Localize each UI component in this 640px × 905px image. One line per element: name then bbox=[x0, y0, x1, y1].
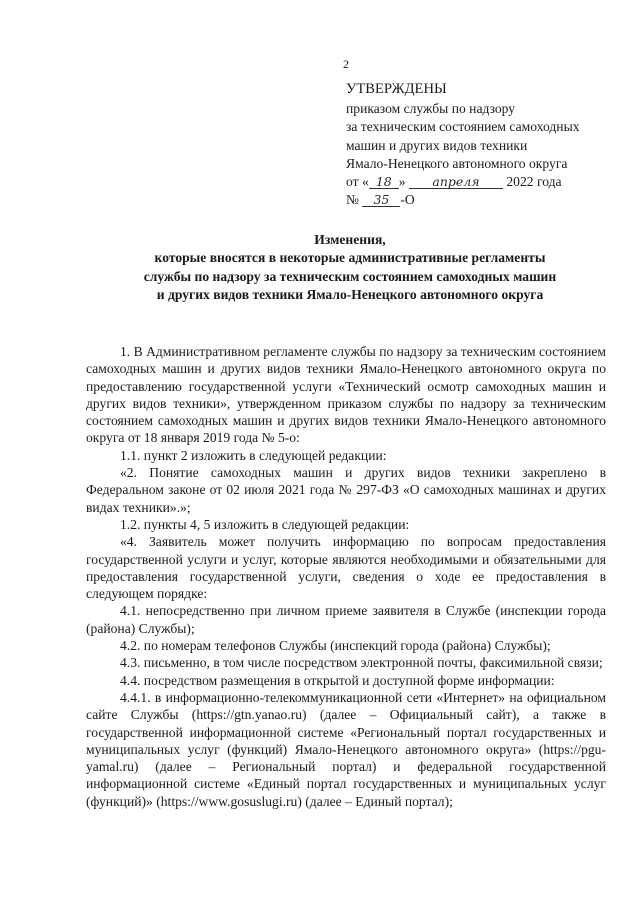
paragraph: «2. Понятие самоходных машин и других видов техники закреплено в Федеральном законе от 02 июля 2021 года № 297-ФЗ «О самоходных машинах и других видах техники».»; bbox=[86, 465, 606, 515]
approval-number bbox=[346, 191, 626, 209]
approval-date bbox=[346, 173, 626, 191]
date-mid: » bbox=[398, 174, 406, 190]
document-title bbox=[70, 231, 630, 305]
paragraph: 4.4.1. в информационно-телекоммуникационной сети «Интернет» на официальном сайте Службы (https://gtn.yanao.ru) (далее – Официальный сайт), а также в государственной информационной системе «Региональный портал государственных и муниципальных услуг (функций) Ямало-Ненецкого автономного округа» (https://pgu-yamal.ru) (далее – Региональный портал) и федеральной государственной информационной системе «Единый портал государственных и муниципальных услуг (функций)» (https://www.gosuslugi.ru) (далее – Единый портал); bbox=[86, 689, 606, 809]
page-number: 2 bbox=[343, 57, 349, 71]
approval-line: приказом службы по надзору bbox=[346, 101, 516, 117]
paragraph: 4.1. непосредственно при личном приеме заявителя в Службе (инспекции города (района) Службы); bbox=[86, 603, 606, 636]
title-line: Изменения, bbox=[314, 232, 386, 247]
date-suffix: 2022 года bbox=[506, 174, 562, 190]
date-day-handwritten: 18 bbox=[369, 175, 399, 189]
paragraph: 4.4. посредством размещения в открытой и доступной форме информации: bbox=[120, 672, 555, 688]
date-prefix: от « bbox=[346, 174, 369, 190]
paragraph: 4.2. по номерам телефонов Службы (инспекций города (района) Службы); bbox=[120, 638, 551, 654]
approval-line: за техническим состоянием самоходных bbox=[346, 119, 580, 135]
paragraph: 1.2. пункты 4, 5 изложить в следующей редакции: bbox=[120, 516, 410, 532]
paragraph: «4. Заявитель может получить информацию по вопросам предоставления государственной услуги и услуг, которые являются необходимыми и обязательными для предоставления государственной услуги, сведения о ходе ее предоставления в следующем порядке: bbox=[86, 534, 606, 602]
paragraph: 1. В Административном регламенте службы по надзору за техническим состоянием самоходных машин и других видов техники Ямало-Ненецкого автономного округа по предоставлению государственной услуги «Технический осмотр самоходных машин и других видов техники», утвержденном приказом службы по надзору за техническим состоянием самоходных машин и других видов техники Ямало-Ненецкого автономного округа от 18 января 2019 года № 5-о: bbox=[86, 344, 606, 446]
paragraph: 1.1. пункт 2 изложить в следующей редакции: bbox=[120, 447, 387, 463]
paragraph: 4.3. письменно, в том числе посредством электронной почты, факсимильной связи; bbox=[120, 655, 603, 671]
number-suffix: -О bbox=[400, 192, 415, 208]
approval-line: машин и других видов техники bbox=[346, 137, 528, 153]
approval-block bbox=[346, 80, 626, 209]
number-prefix: № bbox=[346, 192, 359, 208]
title-line: службы по надзору за техническим состоянием самоходных машин bbox=[143, 268, 557, 284]
title-line: которые вносятся в некоторые административные регламенты bbox=[154, 250, 546, 266]
number-handwritten: 35 bbox=[362, 193, 400, 207]
title-line: и других видов техники Ямало-Ненецкого автономного округа bbox=[156, 287, 544, 303]
approval-line: Ямало-Ненецкого автономного округа bbox=[346, 155, 568, 171]
date-month-handwritten: апреля bbox=[409, 175, 503, 189]
document-body bbox=[86, 343, 606, 810]
approval-heading: УТВЕРЖДЕНЫ bbox=[346, 81, 447, 97]
